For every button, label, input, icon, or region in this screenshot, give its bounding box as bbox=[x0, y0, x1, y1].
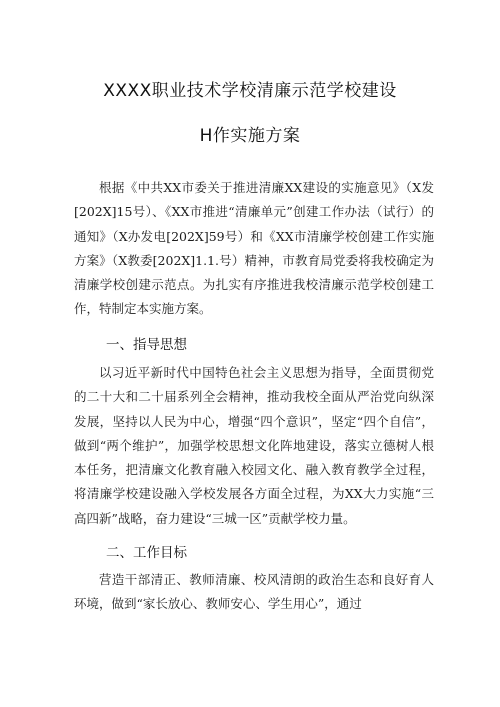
intro-paragraph bbox=[74, 176, 434, 322]
paragraph-text: 以习近平新时代中国特色社会主义思想为指导，全面贯彻党的二十大和二十届系列全会精神，推动我校全面从严治党向纵深发展，坚持以人民为中心，增强“四个意识”，坚定“四个自信”，做到“两个维护”，加强学校思想文化阵地建设，落实立德树人根本任务，把清廉文化教育融入校园文化、融入教育教学全过程，将清廉学校建设融入学校发展各方面全过程，为XX大力实施“三高四新”战略，奋力建设“三城一区”贡献学校力量。 bbox=[74, 365, 434, 526]
section-heading-guiding-ideology: 一、指导思想 bbox=[106, 337, 187, 353]
work-goals-paragraph bbox=[74, 568, 434, 617]
document-title-line-1: XXXX职业技术学校清廉示范学校建设 bbox=[103, 81, 397, 101]
section-heading-work-goals: 二、工作目标 bbox=[106, 545, 187, 561]
paragraph-text: 根据《中共XX市委关于推进清廉XX建设的实施意见》（X发[202X]15号）、《XX市推进“清廉单元”创建工作办法（试行）的通知》（X办发电[202X]59号）和《XX市清廉学校创建工作实施方案》（X教委[202X]1.1.号）精神，市教育局党委将我校确定为清廉学校创建示范点。为扎实有序推进我校清廉示范学校创建工作，特制定本实施方案。 bbox=[74, 180, 434, 317]
document-title-line-2: H作实施方案 bbox=[199, 126, 301, 146]
guiding-ideology-paragraph bbox=[74, 361, 434, 531]
paragraph-text: 营造干部清正、教师清廉、校风清朗的政治生态和良好育人环境，做到“家长放心、教师安心、学生用心”，通过 bbox=[74, 572, 434, 612]
